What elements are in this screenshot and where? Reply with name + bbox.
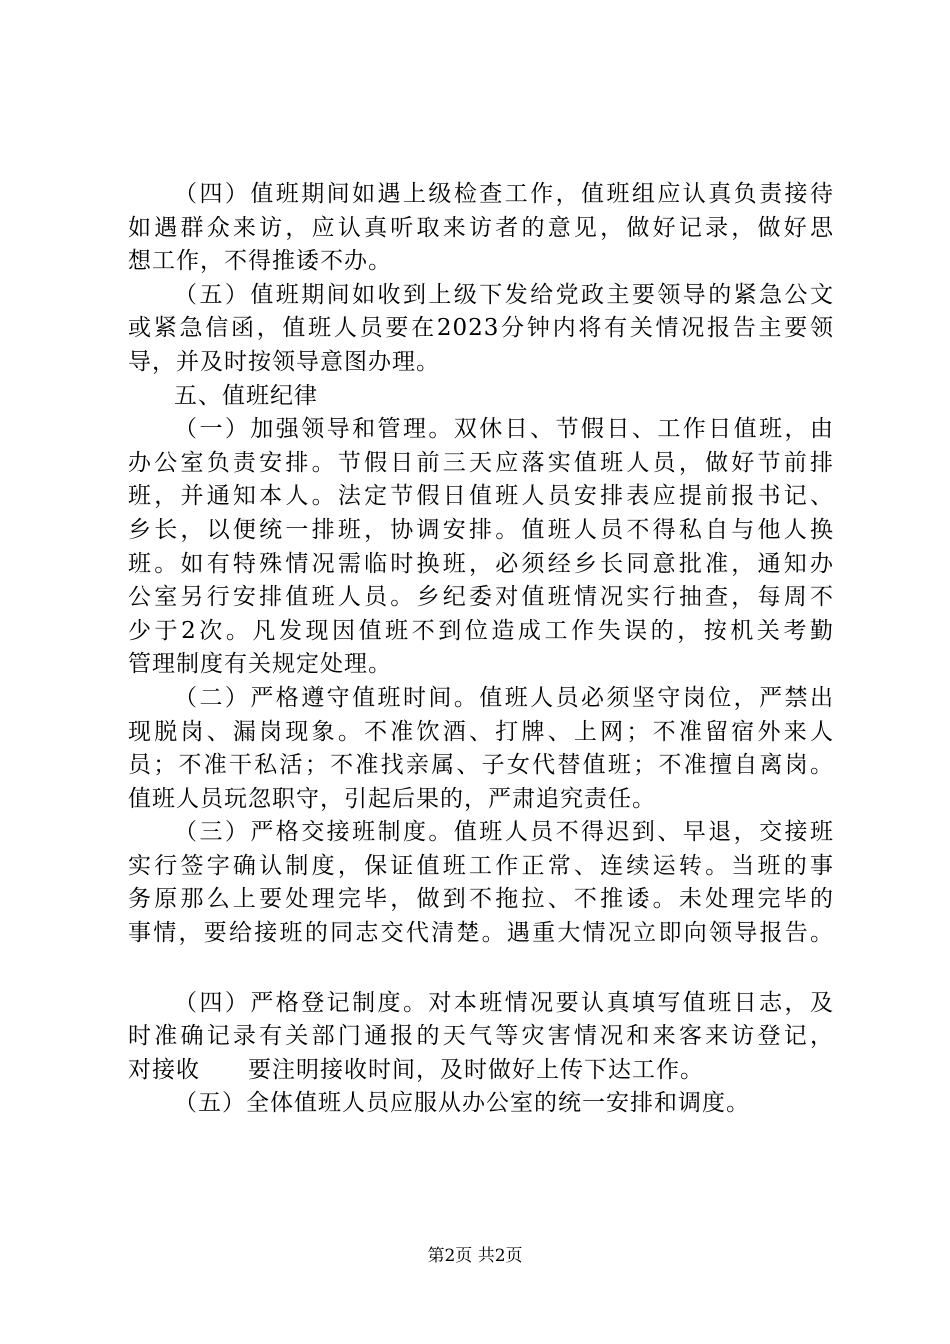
- paragraph-line: 或紧急信函，值班人员要在2023分钟内将有关情况报告主要领: [128, 315, 834, 342]
- paragraph-line: （五）值班期间如收到上级下发给党政主要领导的紧急公文: [174, 281, 834, 308]
- paragraph-line: 时准确记录有关部门通报的天气等灾害情况和来客来访登记，: [128, 1023, 834, 1050]
- paragraph-line: 班。如有特殊情况需临时换班，必须经乡长同意批准，通知办: [128, 550, 834, 577]
- paragraph-line: 班，并通知本人。法定节假日值班人员安排表应提前报书记、: [128, 483, 834, 510]
- paragraph-gap: [128, 951, 834, 987]
- document-body: [128, 178, 834, 1121]
- paragraph-line: 员；不准干私活；不准找亲属、子女代替值班；不准擅自离岗。: [128, 752, 834, 779]
- paragraph-line: 务原那么上要处理完毕，做到不拖拉、不推诿。未处理完毕的: [128, 886, 834, 913]
- paragraph-line: （一）加强领导和管理。双休日、节假日、工作日值班，由: [174, 416, 834, 443]
- paragraph-line: （三）严格交接班制度。值班人员不得迟到、早退，交接班: [174, 819, 834, 846]
- paragraph-line: 少于2次。凡发现因值班不到位造成工作失误的，按机关考勤: [128, 617, 834, 644]
- paragraph-line: 如遇群众来访，应认真听取来访者的意见，做好记录，做好思: [128, 214, 834, 241]
- paragraph-line: 导，并及时按领导意图办理。: [128, 348, 440, 375]
- paragraph-line: 现脱岗、漏岗现象。不准饮酒、打牌、上网；不准留宿外来人: [128, 718, 834, 745]
- paragraph-line: 对接收 要注明接收时间，及时做好上传下达工作。: [128, 1056, 704, 1083]
- page-number-footer: 第2页 共2页: [427, 1246, 523, 1266]
- paragraph-line: 乡长，以便统一排班，协调安排。值班人员不得私自与他人换: [128, 516, 834, 543]
- paragraph-line: 公室另行安排值班人员。乡纪委对值班情况实行抽查，每周不: [128, 584, 834, 611]
- paragraph-line: （四）严格登记制度。对本班情况要认真填写值班日志，及: [174, 989, 834, 1016]
- paragraph-line: 事情，要给接班的同志交代清楚。遇重大情况立即向领导报告。: [128, 920, 834, 947]
- paragraph-line: （二）严格遵守值班时间。值班人员必须坚守岗位，严禁出: [174, 684, 834, 711]
- section-heading: 五、值班纪律: [174, 382, 318, 409]
- paragraph-line: （四）值班期间如遇上级检查工作，值班组应认真负责接待: [174, 181, 834, 207]
- paragraph-line: 值班人员玩忽职守，引起后果的，严肃追究责任。: [128, 785, 656, 812]
- paragraph-line: 想工作，不得推诿不办。: [128, 248, 392, 275]
- paragraph-line: 办公室负责安排。节假日前三天应落实值班人员，做好节前排: [128, 449, 834, 476]
- paragraph-line: 管理制度有关规定处理。: [128, 651, 392, 678]
- paragraph-line: （五）全体值班人员应服从办公室的统一安排和调度。: [174, 1090, 750, 1117]
- paragraph-line: 实行签字确认制度，保证值班工作正常、连续运转。当班的事: [128, 852, 834, 879]
